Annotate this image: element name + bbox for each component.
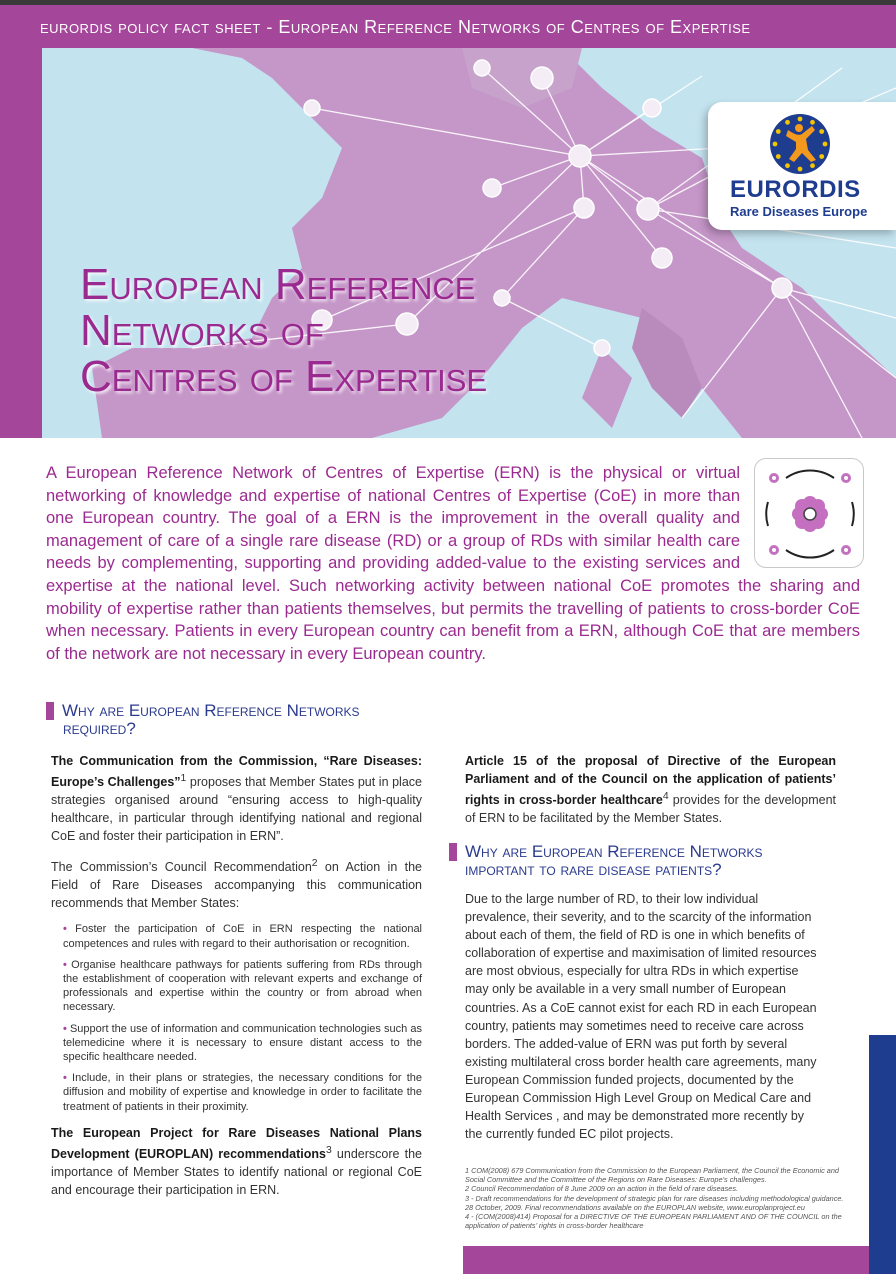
corner-accent-blue [869, 1035, 896, 1274]
footnotes [465, 1167, 845, 1231]
list-item: • Foster the participation of CoE in ERN respecting the national competences and rules with regard to their authorisation or recognition. [63, 923, 423, 950]
communication-paragraph: The Communication from the Commission, “Rare Diseases: Europe’s Challenges”$^1$ proposes that Member States put in place strategies organised around “ensuring access to high-quality healthcare, in particular through identifying national and regional CoE and foster their participation in ERN”. [51, 754, 422, 844]
europlan-paragraph: The European Project for Rare Diseases National Plans Development (EUROPLAN) recommendations$^3$ underscore the importance of Member States to identify national or regional CoE and encourage their participation in ERN. [51, 1125, 422, 1197]
recommendation-list [51, 922, 422, 1113]
flower-network-icon [760, 464, 860, 564]
heading-marker [46, 702, 54, 720]
intro-text: A European Reference Network of Centres of Expertise (ERN) is the physical or virtual networking of knowledge and expertise of national Centres of Expertise (CoE) in more than one European country. The goal of a ERN is the improvement in the overall quality and management of care of a single rare disease (RD) or a group of RDs with similar health care needs by complementing, supporting and providing added-value to the existing services and expertise at the national level. Such networking activity between national CoE promotes the sharing and mobility of expertise rather than patients themselves, but permits the travelling of patients to cross-border CoE when necessary. Patients in every European country can benefit from a ERN, although CoE that are members of the network are not necessary in every European country. [46, 464, 860, 663]
page-title [80, 262, 487, 400]
intro-paragraph [46, 462, 860, 665]
footnote: 2 Council Recommendation of 8 June 2009 on an action in the field of rare diseases. [465, 1184, 738, 1194]
list-item: • Organise healthcare pathways for patients suffering from RDs through the establishment of cooperation with relevant experts and exchange of professionals and expertise within the country or from abroad when necessary. [63, 958, 422, 1014]
eurordis-logo-card [708, 102, 896, 230]
article-15-paragraph: Article 15 of the proposal of Directive of the European Parliament and of the Council on the application of patients’ rights in cross-border healthcare$^4$ provides for the development of ERN to be facilitated by the Member States. [465, 754, 836, 826]
header-banner [0, 0, 896, 48]
heading-marker [449, 843, 457, 861]
footnote: 3 - Draft recommendations for the development of strategic plan for rare diseases including methodological guidance. 28 October, 2009. Final recommendations available on the EUROPLAN website, www.europlanproject.eu [465, 1193, 844, 1212]
eurordis-emblem-icon [768, 112, 832, 176]
network-flower-graphic [754, 458, 864, 568]
page-title-line-2: Networks of [80, 306, 324, 355]
page-title-line-3: Centres of Expertise [80, 352, 488, 401]
page-title-line-1: European Reference [80, 260, 476, 309]
logo-name: EURORDIS [730, 176, 861, 203]
list-item: • Support the use of information and communication technologies such as telemedicine where it is necessary to ensure distant access to the specific healthcare needed. [63, 1022, 422, 1063]
left-accent-strip [0, 48, 42, 438]
section-heading-why-required: Why are European Reference Networks required? [62, 702, 360, 738]
left-column [51, 752, 422, 1209]
corner-accent-purple [463, 1246, 869, 1274]
list-item: • Include, in their plans or strategies, the necessary conditions for the diffusion and mobility of expertise and knowledge in order to facilitate the treatment of patients in their proximity. [63, 1072, 422, 1113]
section-heading-why-important: Why are European Reference Networks important to rare disease patients? [465, 843, 763, 879]
header-banner-text: eurordis policy fact sheet - European Reference Networks of Centres of Expertise [40, 17, 751, 37]
council-recommendation-paragraph: The Commission’s Council Recommendation$^2$ on Action in the Field of Rare Diseases accompanying this communication recommends that Member States: [51, 858, 422, 911]
footnote: 4 - (COM(2008)414) Proposal for a DIRECTIVE OF THE EUROPEAN PARLIAMENT AND OF THE COUNCIL on the application of patients’ rights in cross-border healthcare [465, 1212, 842, 1230]
footnote: 1 COM(2008) 679 Communication from the Commission to the European Parliament, the Council the Economic and Social Committee and the Committee of the Regions on Rare Diseases: Europe’s challenges. [465, 1166, 839, 1184]
importance-paragraph: Due to the large number of RD, to their low individual prevalence, their severity, and to the scarcity of the information about each of them, the field of RD is one in which benefits of collaboration of expertise and maximisation of limited resources are most obvious, especially for ultra RDs in which expertise may only be available in a very small number of European countries. As a CoE cannot exist for each RD in each European country, patients may sometimes need to receive care across borders. The added-value of ERN was put forth by several existing multilateral cross border health care agreements, many European Commission funded projects, documented by the European Commission High Level Group on Medical Care and Health Services , and may be demonstrated more recently by the currently funded EC pilot projects. [465, 892, 817, 1142]
logo-tagline: Rare Diseases Europe [730, 204, 868, 219]
